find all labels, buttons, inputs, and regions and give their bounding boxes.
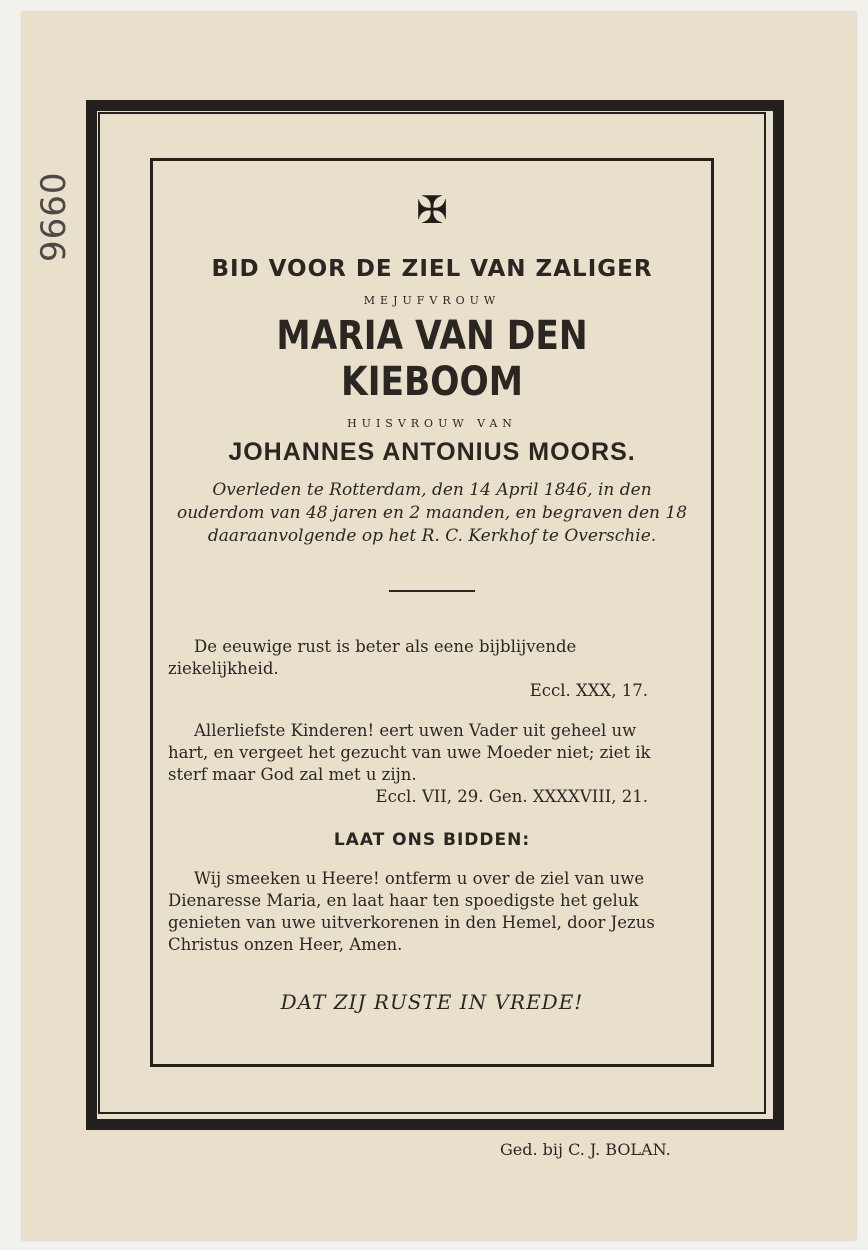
quote-1-reference: Eccl. XXX, 17. [529,681,648,700]
closing-line: DAT ZIJ RUSTE IN VREDE! [280,990,584,1014]
inventory-number: 9660 [34,171,74,262]
title-label: MEJUFVROUW [363,294,501,307]
card-content [158,190,706,1014]
prayer [168,868,678,956]
husband-name: JOHANNES ANTONIUS MOORS. [228,438,636,466]
prayer-heading: BID VOOR DE ZIEL VAN ZALIGER [211,256,653,282]
deceased-name: MARIA VAN DEN KIEBOOM [276,313,588,405]
quote-2 [168,720,678,808]
quote-1 [168,636,678,702]
printer-credit: Ged. bij C. J. BOLAN. [500,1140,671,1159]
divider-rule [389,590,475,592]
quote-1-text: De eeuwige rust is beter als eene bijblijvende ziekelijkheid. [168,637,577,678]
quote-2-reference: Eccl. VII, 29. Gen. XXXXVIII, 21. [375,787,648,806]
relation-label: HUISVROUW VAN [347,417,517,430]
quote-2-text: Allerliefste Kinderen! eert uwen Vader uit geheel uw hart, en vergeet het gezucht van uwe Moeder niet; ziet ik sterf maar God zal met u zijn. [168,721,651,784]
cross-icon: ✠ [416,188,448,232]
prayer-text: Wij smeeken u Heere! ontferm u over de ziel van uwe Dienaresse Maria, en laat haar ten spoedigste het geluk genieten van uwe uitverkorenen in den Hemel, door Jezus Christus onzen Heer, Amen. [168,869,655,954]
death-details: Overleden te Rotterdam, den 14 April 1846, in den ouderdom van 48 jaren en 2 maanden, en begraven den 18 daaraanvolgende op het R. C. Kerkhof te Overschie. [176,480,688,546]
prayer-title: LAAT ONS BIDDEN: [333,830,531,850]
